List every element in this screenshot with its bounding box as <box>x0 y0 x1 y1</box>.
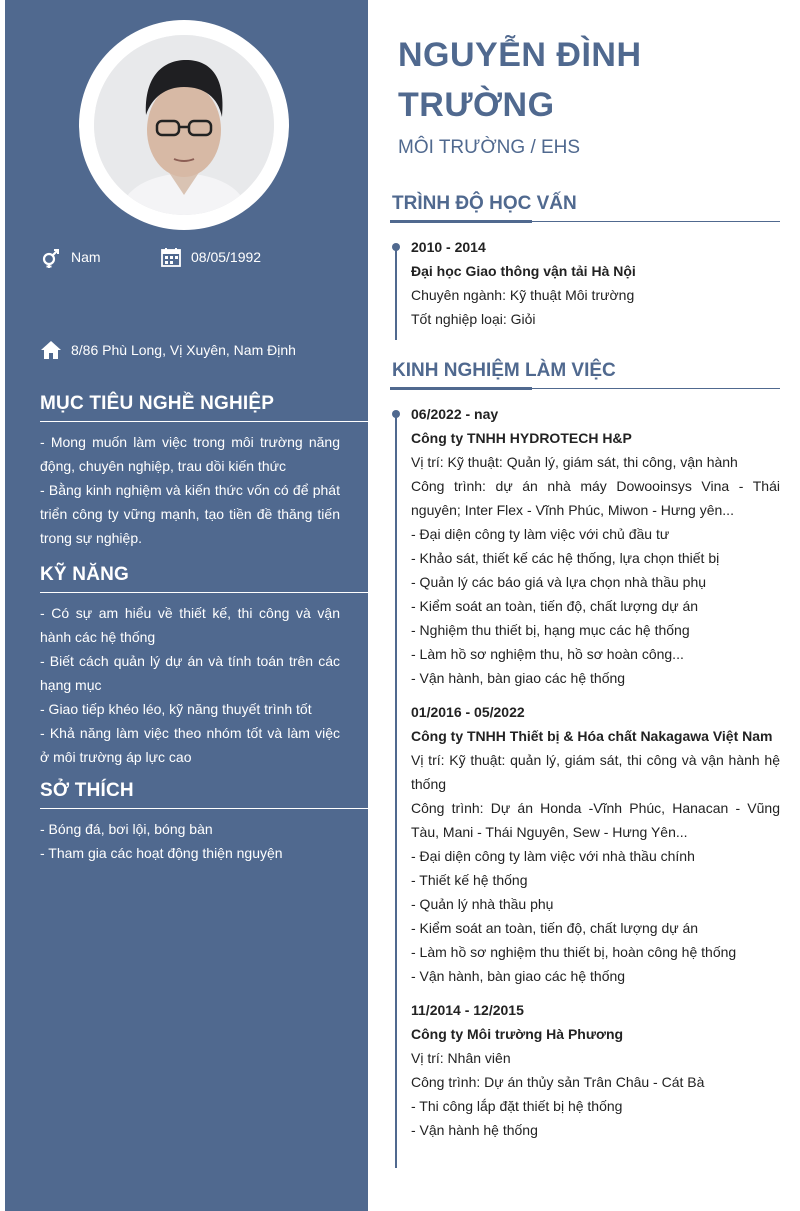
entry-date: 11/2014 - 12/2015 <box>411 1002 524 1018</box>
hobby-line: - Tham gia các hoạt động thiện nguyện <box>40 845 283 861</box>
entry-line: - Khảo sát, thiết kế các hệ thống, lựa chọn thiết bị <box>411 550 720 566</box>
entry-line: - Thiết kế hệ thống <box>411 872 528 888</box>
entry-org: Đại học Giao thông vận tải Hà Nội <box>411 263 636 279</box>
experience-heading-text: KINH NGHIỆM LÀM VIỆC <box>392 360 616 381</box>
address-line <box>40 339 296 361</box>
timeline-dot <box>392 410 400 418</box>
entry-line: Vị trí: Kỹ thuật: Quản lý, giám sát, thi công, vận hành <box>411 454 738 470</box>
calendar-icon <box>160 246 182 268</box>
sidebar <box>5 0 368 1211</box>
entry-line: Tốt nghiệp loại: Giỏi <box>411 311 536 327</box>
hobby-line: - Bóng đá, bơi lội, bóng bàn <box>40 821 213 837</box>
dob-text: 08/05/1992 <box>191 249 262 265</box>
candidate-name <box>398 30 642 130</box>
entry-line: Công trình: Dự án Honda -Vĩnh Phúc, Hanacan - Vũng Tàu, Mani - Thái Nguyên, Sew - Hưng Yên... <box>411 800 780 840</box>
entry-line: - Nghiệm thu thiết bị, hạng mục các hệ thống <box>411 622 690 638</box>
entry-date: 01/2016 - 05/2022 <box>411 704 525 720</box>
education-timeline <box>395 236 780 340</box>
heading-accent-bar <box>390 387 532 390</box>
entry-line: - Vận hành, bàn giao các hệ thống <box>411 968 626 984</box>
objective-line: - Mong muốn làm việc trong môi trường năng động, chuyên nghiệp, trau dồi kiến thức <box>40 434 340 474</box>
name-line-2: TRƯỜNG <box>398 86 555 124</box>
entry-org: Công ty TNHH HYDROTECH H&P <box>411 430 632 446</box>
hobbies-section <box>40 780 368 865</box>
objective-section <box>40 393 368 550</box>
skill-line: - Giao tiếp khéo léo, kỹ năng thuyết trình tốt <box>40 701 312 717</box>
address-text: 8/86 Phù Long, Vị Xuyên, Nam Định <box>71 342 296 358</box>
skill-line: - Biết cách quản lý dự án và tính toán trên các hạng mục <box>40 653 340 693</box>
entry-line: - Thi công lắp đặt thiết bị hệ thống <box>411 1098 623 1114</box>
gender-line <box>40 246 101 268</box>
timeline-line <box>395 411 397 1168</box>
dob-line <box>160 246 261 268</box>
entry-line: Chuyên ngành: Kỹ thuật Môi trường <box>411 287 635 303</box>
entry-line: - Đại diện công ty làm việc với nhà thầu chính <box>411 848 695 864</box>
timeline-line <box>395 244 397 340</box>
entry-line: Vị trí: Nhân viên <box>411 1050 511 1066</box>
candidate-role: MÔI TRƯỜNG / EHS <box>398 137 581 158</box>
skills-heading: KỸ NĂNG <box>40 564 368 593</box>
entry-line: - Quản lý các báo giá và lựa chọn nhà thầu phụ <box>411 574 707 590</box>
objective-heading: MỤC TIÊU NGHỀ NGHIỆP <box>40 393 368 422</box>
timeline-dot <box>392 243 400 251</box>
entry-line: - Quản lý nhà thầu phụ <box>411 896 554 912</box>
gender-icon <box>40 246 62 268</box>
avatar-frame <box>79 20 289 230</box>
skill-line: - Khả năng làm việc theo nhóm tốt và làm việc ở môi trường áp lực cao <box>40 725 340 765</box>
entry-line: - Làm hồ sơ nghiệm thu, hồ sơ hoàn công... <box>411 646 684 662</box>
entry-line: Công trình: dự án nhà máy Dowooinsys Vina - Thái nguyên; Inter Flex - Vĩnh Phúc, Miwon - Hưng yên... <box>411 478 780 518</box>
education-heading <box>392 193 780 222</box>
hobbies-body <box>40 809 368 865</box>
experience-entry <box>411 998 780 1142</box>
education-entries <box>411 235 780 341</box>
entry-org: Công ty Môi trường Hà Phương <box>411 1026 624 1042</box>
entry-line: - Vận hành hệ thống <box>411 1122 538 1138</box>
experience-entry <box>411 402 780 690</box>
objective-line: - Bằng kinh nghiệm và kiến thức vốn có để phát triển công ty vững mạnh, tạo tiền đề thăng tiến trong sự nghiệp. <box>40 482 340 546</box>
hobbies-heading: SỞ THÍCH <box>40 780 368 809</box>
entry-line: Công trình: Dự án thủy sản Trân Châu - Cát Bà <box>411 1074 705 1090</box>
avatar <box>94 35 274 215</box>
entry-date: 2010 - 2014 <box>411 239 486 255</box>
skills-body <box>40 593 368 769</box>
heading-accent-bar <box>390 220 532 223</box>
entry-line: Vị trí: Kỹ thuật: quản lý, giám sát, thi công và vận hành hệ thống <box>411 752 780 792</box>
objective-body <box>40 422 368 550</box>
entry-line: - Kiểm soát an toàn, tiến độ, chất lượng dự án <box>411 598 699 614</box>
experience-timeline <box>395 403 780 1168</box>
entry-org: Công ty TNHH Thiết bị & Hóa chất Nakagawa Việt Nam <box>411 728 773 744</box>
entry-line: - Làm hồ sơ nghiệm thu thiết bị, hoàn công hệ thống <box>411 944 737 960</box>
name-line-1: NGUYỄN ĐÌNH <box>398 36 642 74</box>
experience-heading <box>392 360 780 389</box>
entry-date: 06/2022 - nay <box>411 406 499 422</box>
entry-line: - Vận hành, bàn giao các hệ thống <box>411 670 626 686</box>
home-icon <box>40 339 62 361</box>
gender-text: Nam <box>71 249 101 265</box>
skill-line: - Có sự am hiểu về thiết kế, thi công và vận hành các hệ thống <box>40 605 340 645</box>
entry-line: - Kiểm soát an toàn, tiến độ, chất lượng dự án <box>411 920 699 936</box>
education-heading-text: TRÌNH ĐỘ HỌC VẤN <box>392 193 577 214</box>
experience-entry <box>411 700 780 988</box>
skills-section <box>40 564 368 769</box>
entry-line: - Đại diện công ty làm việc với chủ đầu tư <box>411 526 670 542</box>
education-entry <box>411 235 780 331</box>
experience-entries <box>411 402 780 1152</box>
